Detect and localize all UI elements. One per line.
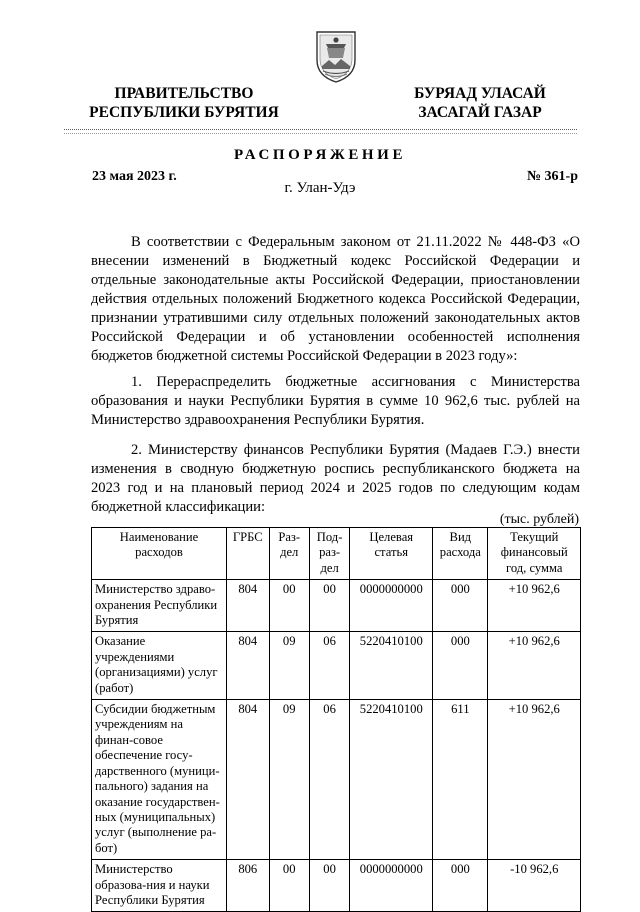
coat-of-arms-icon bbox=[313, 26, 359, 84]
table-units: (тыс. рублей) bbox=[499, 512, 579, 527]
header-left-line2: РЕСПУБЛИКИ БУРЯТИЯ bbox=[89, 104, 279, 121]
government-name-russian bbox=[84, 84, 284, 122]
row-section: 09 bbox=[269, 632, 309, 700]
row-expense-type: 000 bbox=[433, 632, 488, 700]
document-number: № 361-р bbox=[526, 169, 578, 184]
row-section: 09 bbox=[269, 700, 309, 860]
row-grbs: 804 bbox=[227, 700, 270, 860]
table-row bbox=[92, 700, 581, 860]
row-amount: -10 962,6 bbox=[488, 860, 581, 912]
row-target-item: 5220410100 bbox=[350, 632, 433, 700]
col-header-expense-type: Вид расхода bbox=[433, 528, 488, 580]
row-subsection: 00 bbox=[309, 860, 349, 912]
row-grbs: 806 bbox=[227, 860, 270, 912]
table-row bbox=[92, 632, 581, 700]
row-subsection: 06 bbox=[309, 632, 349, 700]
col-header-subsection: Под-раз-дел bbox=[309, 528, 349, 580]
row-name: Субсидии бюджетным учреждениям на финан-совое обеспечение госу-дарственного (муници-пального) задания на оказание государствен-ных (муниципальных) услуг (выполнение ра-бот) bbox=[92, 700, 227, 860]
row-name: Министерство здраво-охранения Республики Бурятия bbox=[92, 580, 227, 632]
table-header-row bbox=[92, 528, 581, 580]
row-target-item: 0000000000 bbox=[350, 580, 433, 632]
col-header-amount: Текущий финансовый год, сумма bbox=[488, 528, 581, 580]
row-section: 00 bbox=[269, 580, 309, 632]
table-row bbox=[92, 580, 581, 632]
col-header-name: Наименование расходов bbox=[92, 528, 227, 580]
row-expense-type: 000 bbox=[433, 580, 488, 632]
row-subsection: 06 bbox=[309, 700, 349, 860]
col-header-grbs: ГРБС bbox=[227, 528, 270, 580]
row-expense-type: 000 bbox=[433, 860, 488, 912]
row-name: Оказание учреждениями (организациями) услуг (работ) bbox=[92, 632, 227, 700]
header-right-line2: ЗАСАГАЙ ГАЗАР bbox=[418, 104, 542, 121]
row-name: Министерство образова-ния и науки Республики Бурятия bbox=[92, 860, 227, 912]
row-amount: +10 962,6 bbox=[488, 580, 581, 632]
intro-paragraph: В соответствии с Федеральным законом от 21.11.2022 № 448-ФЗ «О внесении изменений в Бюджетный кодекс Российской Федерации и отдельные законодательные акты Российской Федерации, приостановлении действия отдельных положений Бюджетного кодекса Российской Федерации, признании утратившими силу отдельных положений законодательных актов Российской Федерации и об установлении особенностей исполнения бюджетов бюджетной системы Российской Федерации в 2023 году»: bbox=[91, 234, 580, 364]
budget-table bbox=[91, 527, 581, 912]
row-grbs: 804 bbox=[227, 580, 270, 632]
row-amount: +10 962,6 bbox=[488, 700, 581, 860]
row-amount: +10 962,6 bbox=[488, 632, 581, 700]
row-target-item: 0000000000 bbox=[350, 860, 433, 912]
row-target-item: 5220410100 bbox=[350, 700, 433, 860]
row-expense-type: 611 bbox=[433, 700, 488, 860]
header-right-line1: БУРЯАД УЛАСАЙ bbox=[414, 85, 546, 102]
document-date: 23 мая 2023 г. bbox=[92, 169, 177, 184]
document-city: г. Улан-Удэ bbox=[284, 180, 356, 196]
table-row bbox=[92, 860, 581, 912]
header-left-line1: ПРАВИТЕЛЬСТВО bbox=[114, 85, 254, 102]
item-1-paragraph: 1. Перераспределить бюджетные ассигнования с Министерства образования и науки Республики Бурятия в сумме 10 962,6 тыс. рублей на Министерство здравоохранения Республики Бурятия. bbox=[91, 374, 580, 428]
document-title: РАСПОРЯЖЕНИЕ bbox=[233, 147, 407, 163]
col-header-section: Раз-дел bbox=[269, 528, 309, 580]
row-section: 00 bbox=[269, 860, 309, 912]
row-subsection: 00 bbox=[309, 580, 349, 632]
col-header-target-item: Целевая статья bbox=[350, 528, 433, 580]
header-divider bbox=[64, 129, 577, 130]
item-2-paragraph: 2. Министерству финансов Республики Бурятия (Мадаев Г.Э.) внести изменения в сводную бюджетную роспись республиканского бюджета на 2023 год и на плановый период 2024 и 2025 годов по следующим кодам бюджетной классификации: bbox=[91, 442, 580, 515]
row-grbs: 804 bbox=[227, 632, 270, 700]
header-divider-secondary bbox=[64, 133, 577, 134]
government-name-buryat bbox=[400, 84, 560, 122]
